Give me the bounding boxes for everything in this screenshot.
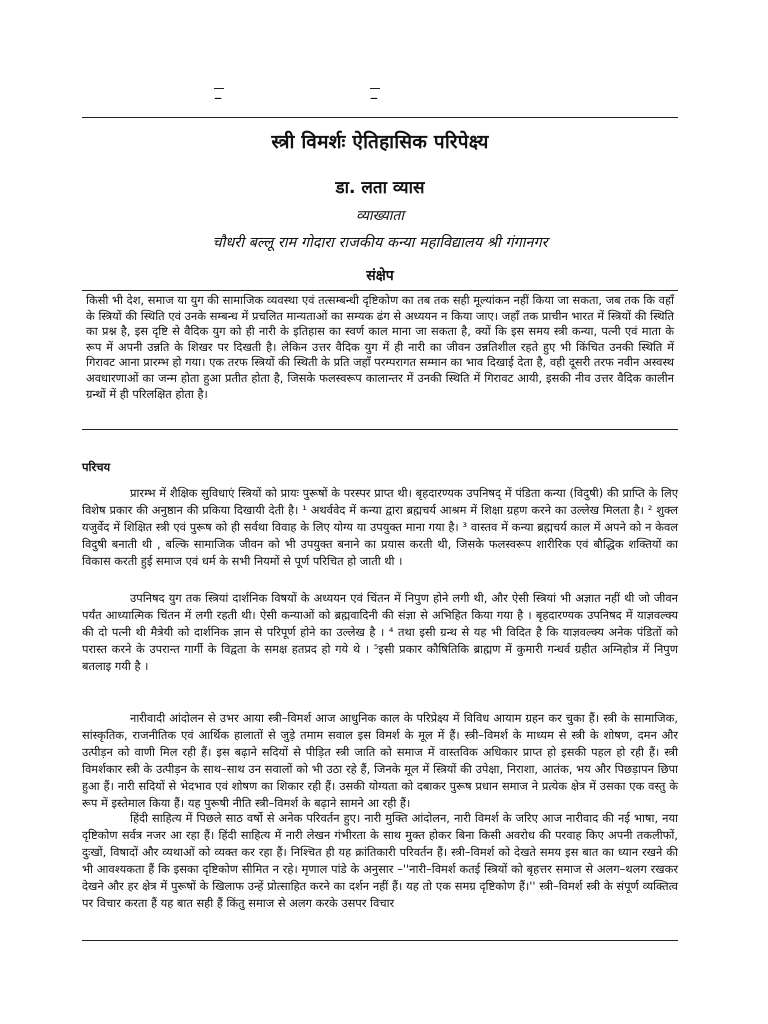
body-paragraph: उपनिषद युग तक स्त्रियां दार्शनिक विषयों के अध्ययन एवं चिंतन में निपुण होने लगी थी, और ऐसी स्त्रियां भी अज्ञात नहीं थी जो जीवन पर्यंत आध्यात्मिक चिंतन में लगी रहती थी। ऐसी कन्याओं को ब्रह्मवादिनी की संज्ञा से अभिहित किया गया है । बृहदारण्यक उपनिषद में याज्ञवल्क्य की दो पत्नी थी मैत्रेयी को दार्शनिक ज्ञान से परिपूर्ण होने का उल्लेख है । ⁴ तथा इसी ग्रन्थ से यह भी विदित है कि याज्ञवल्क्य अनेक पंडितों को परास्त करने के उपरान्त गार्गी के विद्वता के समक्ष हतप्रद हो गये थे । ⁵इसी प्रकार कौषितिकि ब्राह्मण में कुमारी गन्धर्व ग्रहीत अग्निहोत्र में निपुण बतलाइ गयी है । [82,591,678,674]
abstract-heading: संक्षेप [366,268,394,284]
author-name: डा. लता व्यास [335,178,425,198]
abstract-box [82,290,678,430]
header-dash-right: – [370,88,378,107]
body-paragraph: हिंदी साहित्य में पिछले साठ वर्षो से अनेक परिवर्तन हुए। नारी मुक्ति आंदोलन, नारी विमर्श के जरिए आज नारीवाद की नई भाषा, नया दृष्टिकोण सर्वत्र नजर आ रहा हैं। हिंदी साहित्य में नारी लेखन गंभीरता के साथ मुक्त होकर बिना किसी अवरोध की परवाह किए अपनी तकलीफों, दुःखों, विषादों और व्यथाओं को व्यक्त कर रहा हैं। निश्चित ही यह क्रांतिकारी परिवर्तन हैं। स्त्री–विमर्श को देखते समय इस बात का ध्यान रखने की भी आवश्यकता हैं कि इसका दृष्टिकोण सीमित न रहे। मृणाल पांडे के अनुसार –''नारी–विमर्श कतई स्त्रियों को बृहत्तर समाज से अलग–थलग रखकर देखने और हर क्षेत्र में पुरूषों के खिलाफ उन्हें प्रोत्साहित करने का दर्शन नहीं हैं। यह तो एक समग्र दृष्टिकोण हैं।'' स्त्री–विमर्श स्त्री के संपूर्ण व्यक्तित्व पर विचार करता हैं यह बात सही हैं किंतु समाज से अलग करके उसपर विचार [82,811,678,911]
section-heading: परिचय [82,460,111,474]
abstract-text: किसी भी देश, समाज या युग की सामाजिक व्यवस्था एवं तत्सम्बन्धी दृष्टिकोण का तब तक सही मूल्यांकन नहीं किया जा सकता, जब तक कि वहाँ के स्त्रियों की स्थिति एवं उनके सम्बन्ध में प्रचलित मान्यताओं का सम्यक ढंग से अध्ययन न किया जाए। जहाँ तक प्राचीन भारत में स्त्रियों की स्थिति का प्रश्न है, इस दृष्टि से वैदिक युग को ही नारी के इतिहास का स्वर्ण काल माना जा सकता है, क्यों कि इस समय स्त्री कन्या, पत्नी एवं माता के रूप में अपनी उन्नति के शिखर पर दिखती है। लेकिन उत्तर वैदिक युग में ही नारी का जीवन उन्नतिशील रहते हुए भी किंचित उनकी स्थिति में गिरावट आना प्रारम्भ हो गया। एक तरफ स्त्रियों की स्थिती के प्रति जहाँ परम्परागत सम्मान का भाव दिखाई देता है, वही दूसरी तरफ नवीन अस्वस्थ अवधारणाओं का जन्म होता हुआ प्रतीत होता है, जिसके फलस्वरूप कालान्तर में उनकी स्थिति में गिरावट आयी, इसकी नीव उत्तर वैदिक कालीन ग्रन्थों में ही परिलक्षित होता है। [86,293,674,401]
author-designation: व्याख्याता [355,208,405,224]
header-dash-left: – [214,88,222,107]
body-paragraph: नारीवादी आंदोलन से उभर आया स्त्री–विमर्श आज आधुनिक काल के परिप्रेक्ष्य में विविध आयाम ग्रहन कर चुका हैं। स्त्री के सामाजिक, सांस्कृतिक, राजनीतिक एवं आर्थिक हालातों से जुड़े तमाम सवाल इस विमर्श के मूल में हैं। स्त्री–विमर्श के माध्यम से स्त्री के शोषण, दमन और उत्पीड़न को वाणी मिल रही हैं। इस बढ़ाने सदियों से पीड़ित स्त्री जाति को समाज में वास्तविक अधिकार प्राप्त हो इसकी पहल हो रही हैं। स्त्री विमर्शकार स्त्री के उत्पीड़न के साथ–साथ उन सवालों को भी उठा रहे हैं, जिनके मूल में स्त्रियों की उपेक्षा, निराशा, आतंक, भय और पिछड़ापन छिपा हुआ हैं। नारी सदियों से भेदभाव एवं शोषण का शिकार रही हैं। उसकी योग्यता को दबाकर पुरूष प्रधान समाज ने प्रत्येक क्षेत्र में उसका एक वस्तु के रूप में इस्तेमाल किया हैं। यह पुरूषी नीति स्त्री–विमर्श के बढ़ाने सामने आ रही हैं। [82,711,678,811]
paper-title: स्त्री विमर्शः ऐतिहासिक परिपेक्ष्य [271,131,489,153]
top-rule [82,117,678,118]
author-institution: चौधरी बल्लू राम गोदारा राजकीय कन्या महाविद्यालय श्री गंगानगर [212,235,548,251]
body-paragraph: प्रारम्भ में शैक्षिक सुविधाएं स्त्रियों को प्रायः पुरूषों के परस्पर प्राप्त थी। बृहदारण्यक उपनिषद् में पंडिता कन्या (विदुषी) की प्राप्ति के लिए विशेष प्रकार की अनुष्ठान की प्रकिया दिखायी देती है। ¹ अथर्ववेद में कन्या द्वारा ब्रह्मचर्य आश्रम में शिक्षा ग्रहण करने का उल्लेख मिलता है। ² शुक्ल यजुर्वेद में शिक्षित स्त्री एवं पुरूष को ही सर्वथा विवाह के लिए योग्य या उपयुक्त माना गया है। ³ वास्तव में कन्या ब्रह्मचर्य काल में अपने को न केवल विदुषी बनाती थी , बल्कि सामाजिक जीवन को भी उपयुक्त बनाने का प्रयास करती थी, जिसके फलस्वरूप शारीरिक एवं बौद्धिक शक्तियों का विकास करती हुई समाज एवं धर्म के सभी नियमों से पूर्ण परिचित हो जाती थी । [82,486,678,569]
bottom-rule [82,940,678,941]
